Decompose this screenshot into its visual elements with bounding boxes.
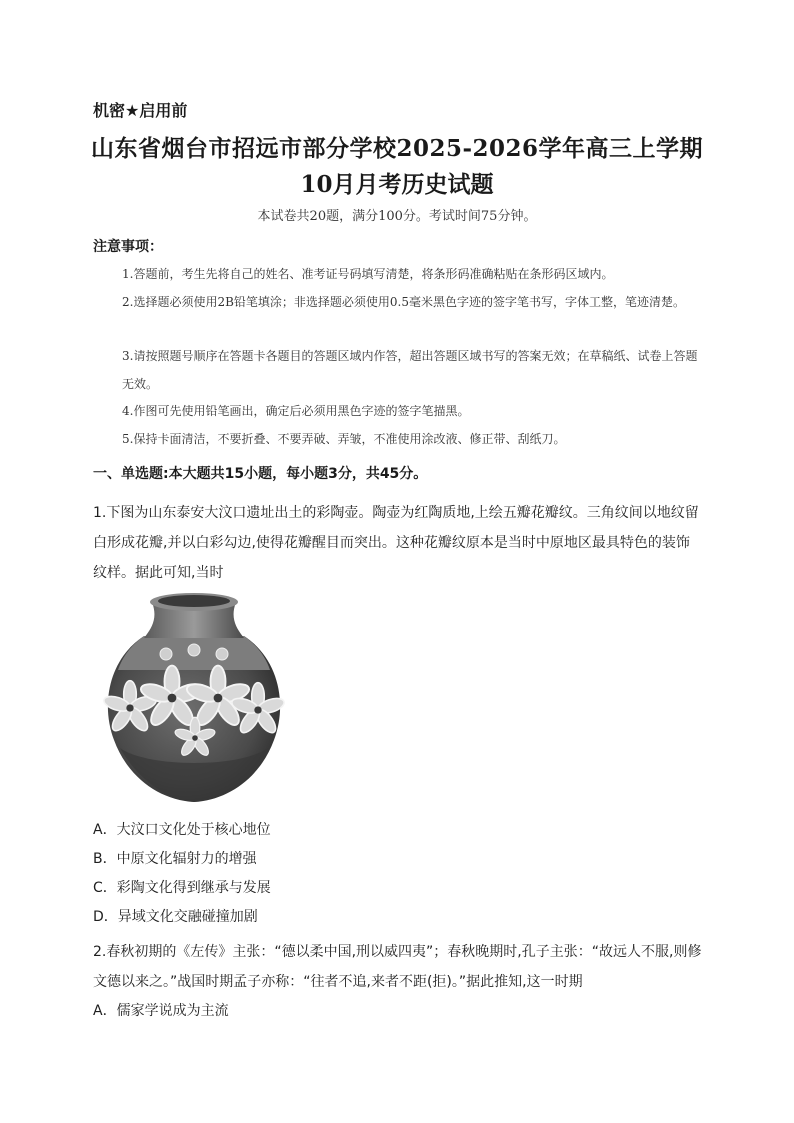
question-2-stem: 2.春秋初期的《左传》主张：“德以柔中国,刑以威四夷”；春秋晚期时,孔子主张：“故远人不服,则修文德以来之。”战国时期孟子亦称：“往者不追,来者不距(拒)。”据此推知,这一时期 bbox=[93, 944, 702, 990]
question-1-option-c: C．彩陶文化得到继承与发展 bbox=[93, 880, 271, 896]
exam-title-line2: 10月月考历史试题 bbox=[300, 171, 494, 198]
notice-item-3: 3.请按照题号顺序在答题卡各题目的答题区域内作答，超出答题区域书写的答案无效；在草稿纸、试卷上答题无效。 bbox=[122, 349, 698, 391]
section-title: 一、单选题:本大题共15小题，每小题3分，共45分。 bbox=[93, 466, 428, 482]
exam-info: 本试卷共20题，满分100分。考试时间75分钟。 bbox=[257, 209, 537, 224]
question-1-stem: 1.下图为山东泰安大汶口遗址出土的彩陶壶。陶壶为红陶质地,上绘五瓣花瓣纹。三角纹间以地纹留白形成花瓣,并以白彩勾边,使得花瓣醒目而突出。这种花瓣纹原本是当时中原地区最具特色的装饰纹样。据此可知,当时 bbox=[93, 505, 699, 581]
question-1-option-d: D．异域文化交融碰撞加剧 bbox=[93, 909, 258, 925]
painted-pottery-pot-image bbox=[100, 588, 288, 814]
question-2-option-a: A．儒家学说成为主流 bbox=[93, 1003, 229, 1019]
notice-item-5: 5.保持卡面清洁，不要折叠、不要弄破、弄皱，不准使用涂改液、修正带、刮纸刀。 bbox=[122, 432, 566, 446]
notice-heading: 注意事项： bbox=[93, 239, 163, 255]
notice-item-2: 2.选择题必须使用2B铅笔填涂；非选择题必须使用0.5毫米黑色字迹的签字笔书写，字体工整，笔迹清楚。 bbox=[122, 295, 685, 309]
exam-title-line1: 山东省烟台市招远市部分学校2025-2026学年高三上学期 bbox=[90, 135, 704, 162]
confidential-label: 机密★启用前 bbox=[93, 101, 188, 120]
notice-item-1: 1.答题前，考生先将自己的姓名、准考证号码填写清楚，将条形码准确粘贴在条形码区域内。 bbox=[122, 267, 614, 281]
notice-item-4: 4.作图可先使用铅笔画出，确定后必须用黑色字迹的签字笔描黑。 bbox=[122, 404, 470, 418]
question-1-option-a: A．大汶口文化处于核心地位 bbox=[93, 822, 271, 838]
question-1-option-b: B．中原文化辐射力的增强 bbox=[93, 851, 257, 867]
